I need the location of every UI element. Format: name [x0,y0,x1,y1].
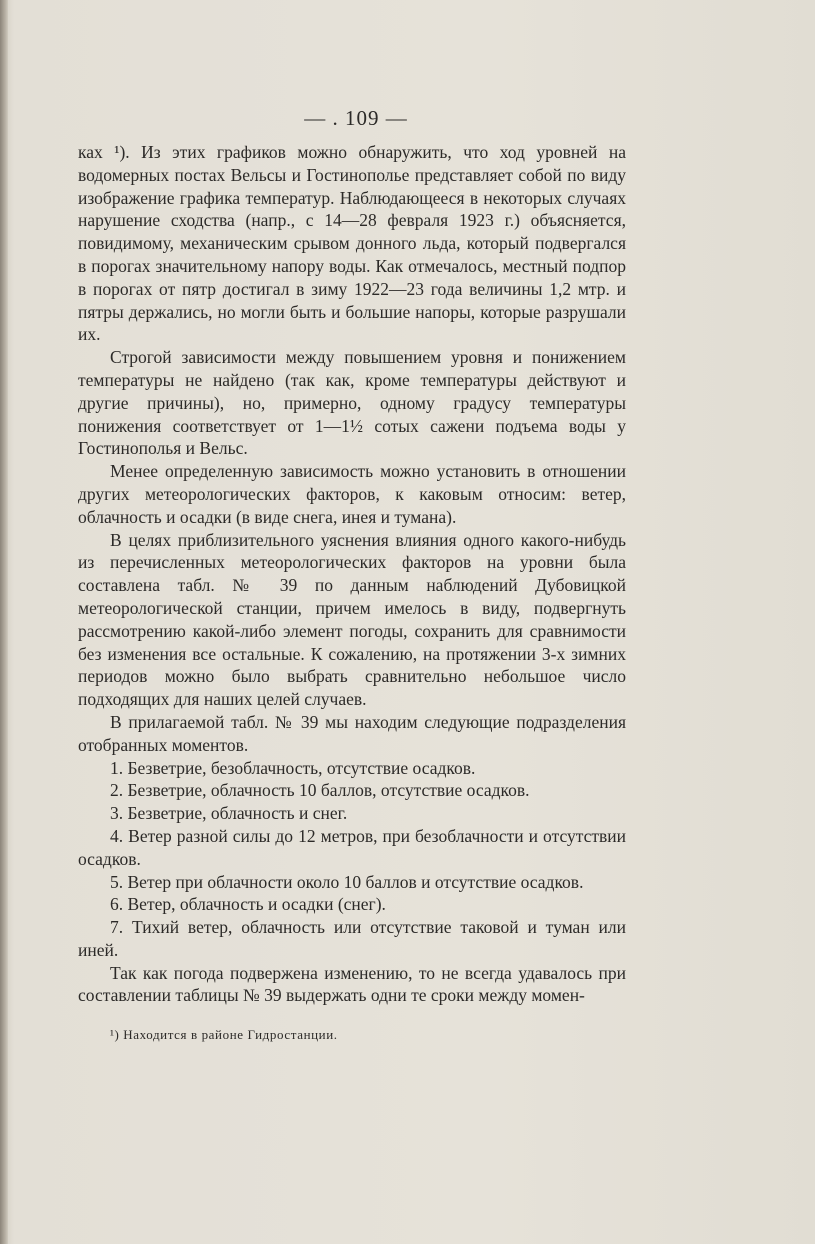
list-item-5: 5. Ветер при облачности около 10 баллов и отсутствие осадков. [110,871,584,892]
list-item-2: 2. Безветрие, облачность 10 баллов, отсутствие осадков. [110,780,530,801]
paragraph-intro: ках ¹). Из этих графиков можно обнаружить, что ход уровней на водомерных постах Вельсы и Гостинополье представляет собой по виду изображение графика температур. Наблюдающееся в некоторых случаях нарушение сходства (напр., с 14—28 февраля 1923 г.) объясняется, повидимому, механическим срывом донного льда, который подвергался в порогах значительному напору воды. Как отмечалось, местный подпор в порогах от пятр достигал в зиму 1922—23 года величины 1,2 мтр. и пятры держались, но могли быть и большие напоры, которые разрушали их. [78,142,626,345]
list-item-7: 7. Тихий ветер, облачность или отсутствие таковой и туман или иней. [78,917,626,960]
paragraph-temperature-dependence: Строгой зависимости между повышением уровня и понижением температуры не найдено (так как, кроме температуры действуют и другие причины), но, примерно, одному градусу температуры понижения соответствует от 1—1½ сотых сажени подъема воды у Гостинополья и Вельс. [78,347,626,459]
footnote: ¹) Находится в районе Гидростанции. [110,1027,338,1042]
page-number: — . 109 — [304,106,408,130]
paragraph-weather-variation: Так как погода подвержена изменению, то не всегда удавалось при составлении таблицы № 39 выдержать одни те сроки между момен- [78,962,626,1006]
body-text [78,141,626,1007]
paragraph-table-39-intro: В прилагаемой табл. № 39 мы находим следующие подразделения отобранных моментов. [78,711,626,755]
book-spine-shadow [0,0,8,1244]
list-item-4: 4. Ветер разной силы до 12 метров, при безоблачности и отсутствии осадков. [78,825,626,869]
paragraph-table-39-method: В целях приблизительного уяснения влияния одного какого-нибудь из перечисленных метеорологических факторов на уровни была составлена табл. № 39 по данным наблюдений Дубовицкой метеорологической станции, причем имелось в виду, подвергнуть рассмотрению какой-либо элемент погоды, сохранить для сравнимости без изменения все остальные. К сожалению, на протяжении 3-х зимних периодов можно было выбрать сравнительно небольшое число подходящих для наших целей случаев. [78,529,626,710]
list-item-1: 1. Безветрие, безоблачность, отсутствие осадков. [110,757,476,778]
list-item-3: 3. Безветрие, облачность и снег. [110,803,348,824]
paragraph-other-factors: Менее определенную зависимость можно установить в отношении других метеорологических факторов, к каковым относим: ветер, облачность и осадки (в виде снега, инея и тумана). [78,461,626,527]
list-item-6: 6. Ветер, облачность и осадки (снег). [110,894,386,915]
